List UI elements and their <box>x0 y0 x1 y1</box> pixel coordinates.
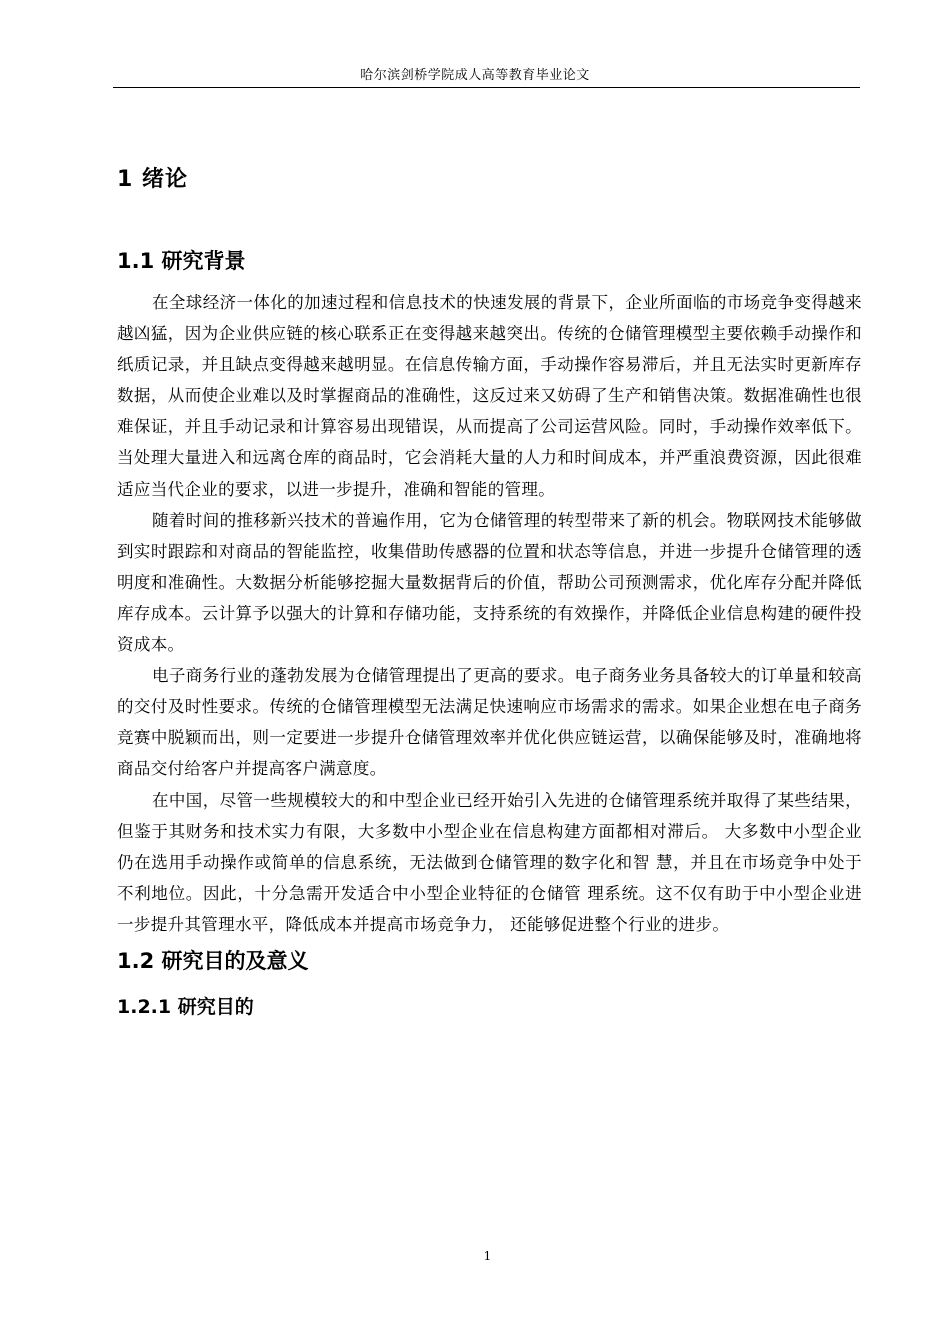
paragraph-1: 在全球经济一体化的加速过程和信息技术的快速发展的背景下，企业所面临的市场竞争变得越来越凶猛，因为企业供应链的核心联系正在变得越来越突出。传统的仓储管理模型主要依赖手动操作和纸质记录，并且缺点变得越来越明显。在信息传输方面，手动操作容易滞后，并且无法实时更新库存数据，从而使企业难以及时掌握商品的准确性，这反过来又妨碍了生产和销售决策。数据准确性也很难保证，并且手动记录和计算容易出现错误，从而提高了公司运营风险。同时，手动操作效率低下。当处理大量进入和远离仓库的商品时，它会消耗大量的人力和时间成本，并严重浪费资源，因此很难适应当代企业的要求，以进一步提升，准确和智能的管理。 <box>117 293 862 499</box>
subsection-heading-1-2-1: 1.2.1 研究目的 <box>117 995 254 1018</box>
paragraph-4: 在中国，尽管一些规模较大的和中型企业已经开始引入先进的仓储管理系统并取得了某些结果，但鉴于其财务和技术实力有限，大多数中小型企业在信息构建方面都相对滞后。 大多数中小型企业仍在选用手动操作或简单的信息系统，无法做到仓储管理的数字化和智 慧，并且在市场竞争中处于不利地位。因此，十分急需开发适合中小型企业特征的仓储管 理系统。这不仅有助于中小型企业进一步提升其管理水平，降低成本并提高市场竞争力， 还能够促进整个行业的进步。 <box>117 790 862 934</box>
header-divider <box>113 87 860 88</box>
page-body <box>117 158 862 1025</box>
section-heading-1-1: 1.1 研究背景 <box>117 249 246 273</box>
paragraph-3: 电子商务行业的蓬勃发展为仓储管理提出了更高的要求。电子商务业务具备较大的订单量和较高的交付及时性要求。传统的仓储管理模型无法满足快速响应市场需求的需求。如果企业想在电子商务竞赛中脱颖而出，则一定要进一步提升仓储管理效率并优化供应链运营，以确保能够及时，准确地将商品交付给客户并提高客户满意度。 <box>117 666 862 779</box>
section-heading-1-2: 1.2 研究目的及意义 <box>117 948 309 973</box>
page-number: 1 <box>483 1249 492 1263</box>
paragraph-2: 随着时间的推移新兴技术的普遍作用，它为仓储管理的转型带来了新的机会。物联网技术能够做到实时跟踪和对商品的智能监控，收集借助传感器的位置和状态等信息，并进一步提升仓储管理的透明度和准确性。大数据分析能够挖掘大量数据背后的价值，帮助公司预测需求，优化库存分配并降低库存成本。云计算予以强大的计算和存储功能，支持系统的有效操作，并降低企业信息构建的硬件投资成本。 <box>117 510 862 655</box>
chapter-title: 1 绪论 <box>117 167 188 192</box>
running-header: 哈尔滨剑桥学院成人高等教育毕业论文 <box>360 68 590 83</box>
